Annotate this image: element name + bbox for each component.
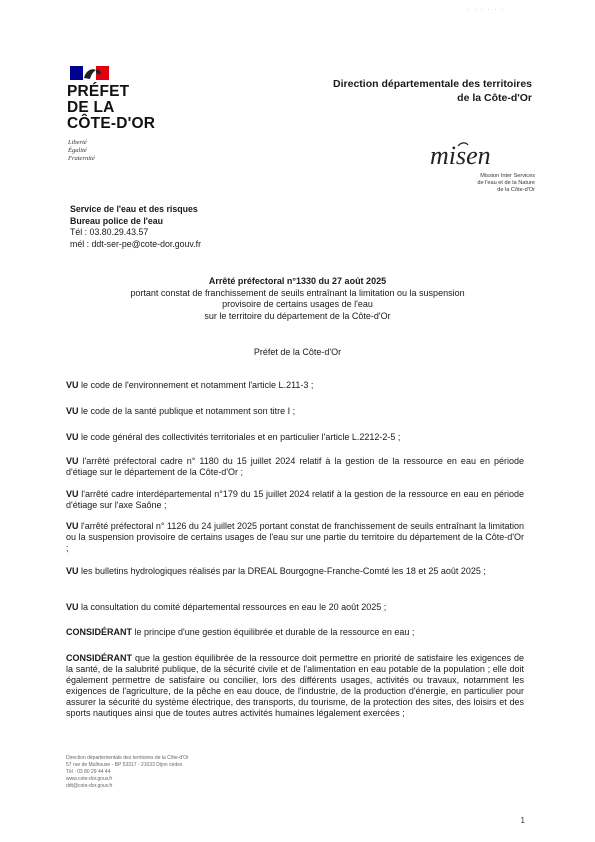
prefet-line: Préfet de la Côte-d'Or xyxy=(253,347,342,357)
paragraph-text: la consultation du comité départemental ressources en eau le 20 août 2025 ; xyxy=(78,602,387,612)
misen-caption-line: de la Côte-d'Or xyxy=(497,187,535,193)
paragraph-text: l'arrêté préfectoral n° 1126 du 24 juillet 2025 portant constat de franchissement de seuils entraînant la limitation ou la suspension provisoire de certains usages de l'eau sur une partie du territoire du département de la Côte-d'Or ; xyxy=(66,521,524,553)
arrete-title-block xyxy=(60,276,535,322)
vu-paragraph xyxy=(66,566,524,577)
vu-paragraph xyxy=(66,456,524,478)
motto-line: Liberté xyxy=(68,139,87,146)
misen-logo-text: misen xyxy=(430,141,491,170)
marianne-logo-icon xyxy=(70,66,114,80)
paragraph-text: le code de l'environnement et notamment l'article L.211-3 ; xyxy=(78,380,314,390)
paragraph-keyword: CONSIDÉRANT xyxy=(66,627,133,637)
page-footer xyxy=(66,755,189,790)
paragraph-text: l'arrêté préfectoral cadre n° 1180 du 15 juillet 2024 relatif à la gestion de la ressource en eau en période d'étiage sur le département de la Côte-d'Or ; xyxy=(66,456,524,477)
prefecture-line: DE LA xyxy=(67,99,115,116)
footer-line: Tél : 03 80 29 44 44 xyxy=(66,769,111,775)
paragraph-text: les bulletins hydrologiques réalisés par la DREAL Bourgogne-Franche-Comté les 18 et 25 août 2025 ; xyxy=(78,566,486,576)
paragraph-keyword: VU xyxy=(66,406,79,416)
republic-motto xyxy=(68,139,95,163)
service-name: Service de l'eau et des risques xyxy=(70,204,198,214)
arrete-subtitle-line: sur le territoire du département de la Côte-d'Or xyxy=(204,310,391,321)
vu-paragraph xyxy=(66,380,524,391)
footer-line: 57 rue de Mulhouse - BP 53317 - 21033 Dijon cedex xyxy=(66,762,183,768)
paragraph-keyword: VU xyxy=(66,456,79,466)
vu-paragraph xyxy=(66,602,524,613)
direction-line: Direction départementale des territoires xyxy=(333,78,532,90)
paragraph-text: le code général des collectivités territoriales et en particulier l'article L.2212-2-5 ; xyxy=(78,432,401,442)
paragraph-keyword: VU xyxy=(66,602,79,612)
prefecture-line: CÔTE-D'OR xyxy=(67,115,156,132)
service-phone: Tél : 03.80.29.43.57 xyxy=(70,227,149,237)
vu-paragraph xyxy=(66,521,524,554)
bureau-name: Bureau police de l'eau xyxy=(70,215,164,226)
corner-mark: . . . . . . xyxy=(467,6,505,12)
misen-logo-icon xyxy=(428,140,534,174)
footer-line: ddt@cote-dor.gouv.fr xyxy=(66,783,113,789)
paragraph-text: le code de la santé publique et notamment son titre I ; xyxy=(78,406,296,416)
prefecture-name xyxy=(67,84,155,132)
direction-line: de la Côte-d'Or xyxy=(457,92,532,104)
misen-caption-line: Mission Inter Services xyxy=(480,173,535,179)
arrete-title: Arrêté préfectoral n°1330 du 27 août 2025 xyxy=(208,276,387,286)
paragraph-text: que la gestion équilibrée de la ressource doit permettre en priorité de satisfaire les exigences de la santé, de la salubrité publique, de la sécurité civile et de l'alimentation en eau potable de la population ; elle doit également permettre de satisfaire ou concilier, lors des différents usages, activités ou travaux, notamment les exigences de l'agriculture, de la pêche en eau douce, de l'industrie, de la production d'énergie, en particulier pour assurer la sécurité du système électrique, des transports, du tourisme, de la protection des sites, des loisirs et des sports nautiques ainsi que de toutes autres activités humaines légalement exercées ; xyxy=(66,653,524,718)
misen-caption xyxy=(477,173,535,194)
motto-line: Égalité xyxy=(68,147,87,154)
service-contact-block xyxy=(70,204,201,250)
footer-line: Direction départementale des territoires de la Côte-d'Or xyxy=(66,755,189,761)
vu-paragraph xyxy=(66,406,524,417)
motto-line: Fraternité xyxy=(68,155,95,162)
misen-caption-line: de l'eau et de la Nature xyxy=(477,180,535,186)
service-email: mél : ddt-ser-pe@cote-dor.gouv.fr xyxy=(70,238,201,249)
paragraph-keyword: VU xyxy=(66,432,79,442)
footer-line: www.cote-dor.gouv.fr xyxy=(66,776,113,782)
paragraph-text: le principe d'une gestion équilibrée et durable de la ressource en eau ; xyxy=(132,627,415,637)
paragraph-keyword: VU xyxy=(66,521,79,531)
paragraph-keyword: VU xyxy=(66,380,79,390)
arrete-subtitle-line: portant constat de franchissement de seuils entraînant la limitation ou la suspension xyxy=(130,287,465,298)
paragraph-keyword: VU xyxy=(66,489,79,499)
paragraph-text: l'arrêté cadre interdépartemental n°179 du 15 juillet 2024 relatif à la gestion de la ressource en eau en période d'étiage sur l'axe Saône ; xyxy=(66,489,524,510)
arrete-subtitle-line: provisoire de certains usages de l'eau xyxy=(222,299,373,309)
considerant-paragraph xyxy=(66,627,524,638)
page-number: 1 xyxy=(520,816,525,825)
prefecture-line: PRÉFET xyxy=(67,83,130,100)
vu-paragraph xyxy=(66,489,524,511)
direction-header xyxy=(333,77,532,105)
vu-paragraph xyxy=(66,432,524,443)
paragraph-keyword: VU xyxy=(66,566,79,576)
paragraph-keyword: CONSIDÉRANT xyxy=(66,653,133,663)
considerant-paragraph xyxy=(66,653,524,719)
